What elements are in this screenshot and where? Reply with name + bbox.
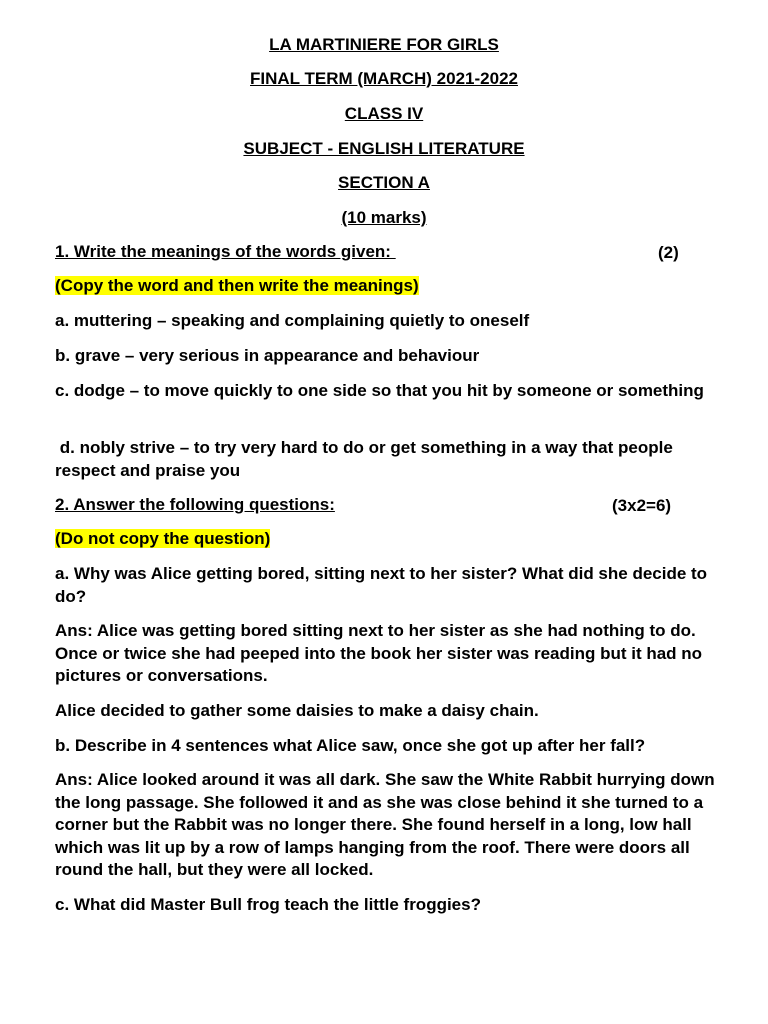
q1-title: 1. Write the meanings of the words given: — [55, 242, 396, 261]
q2b-answer: Ans: Alice looked around it was all dark. She saw the White Rabbit hurrying down the long passage. She followed it and as she was close behind it she turned to a corner but the Rabbit was no longer there. She found herself in a long, low hall which was lit up by a row of lamps hanging from the roof. There were doors all round the hall, but they were all locked. — [55, 770, 715, 879]
q1-instruction: (Copy the word and then write the meanings) — [55, 276, 419, 295]
q1-item-d: d. nobly strive – to try very hard to do or get something in a way that people respect and praise you — [55, 438, 678, 480]
q2a-answer: Ans: Alice was getting bored sitting next to her sister as she had nothing to do. Once or twice she had peeped into the book her sister was reading but it had no pictures or conversations. — [55, 621, 703, 685]
q2c-question: c. What did Master Bull frog teach the little froggies? — [55, 895, 481, 914]
q1-item-b: b. grave – very serious in appearance and behaviour — [55, 346, 480, 365]
class-heading: CLASS IV — [344, 104, 424, 123]
section-marks: (10 marks) — [341, 208, 427, 227]
q1-item-a: a. muttering – speaking and complaining quietly to oneself — [55, 311, 530, 330]
section-heading: SECTION A — [338, 173, 430, 192]
q1-item-c: c. dodge – to move quickly to one side so that you hit by someone or something — [55, 381, 704, 400]
exam-term: FINAL TERM (MARCH) 2021-2022 — [250, 69, 518, 88]
q2a-question: a. Why was Alice getting bored, sitting next to her sister? What did she decide to do? — [55, 564, 708, 606]
q2-title: 2. Answer the following questions: — [55, 495, 335, 514]
subject-heading: SUBJECT - ENGLISH LITERATURE — [243, 139, 525, 158]
school-name: LA MARTINIERE FOR GIRLS — [269, 35, 499, 54]
q2-instruction: (Do not copy the question) — [55, 529, 271, 548]
q1-marks: (2) — [658, 243, 679, 262]
q2-marks: (3x2=6) — [612, 496, 672, 515]
q2a-answer-continued: Alice decided to gather some daisies to make a daisy chain. — [55, 701, 539, 720]
q2b-question: b. Describe in 4 sentences what Alice saw, once she got up after her fall? — [55, 736, 646, 755]
